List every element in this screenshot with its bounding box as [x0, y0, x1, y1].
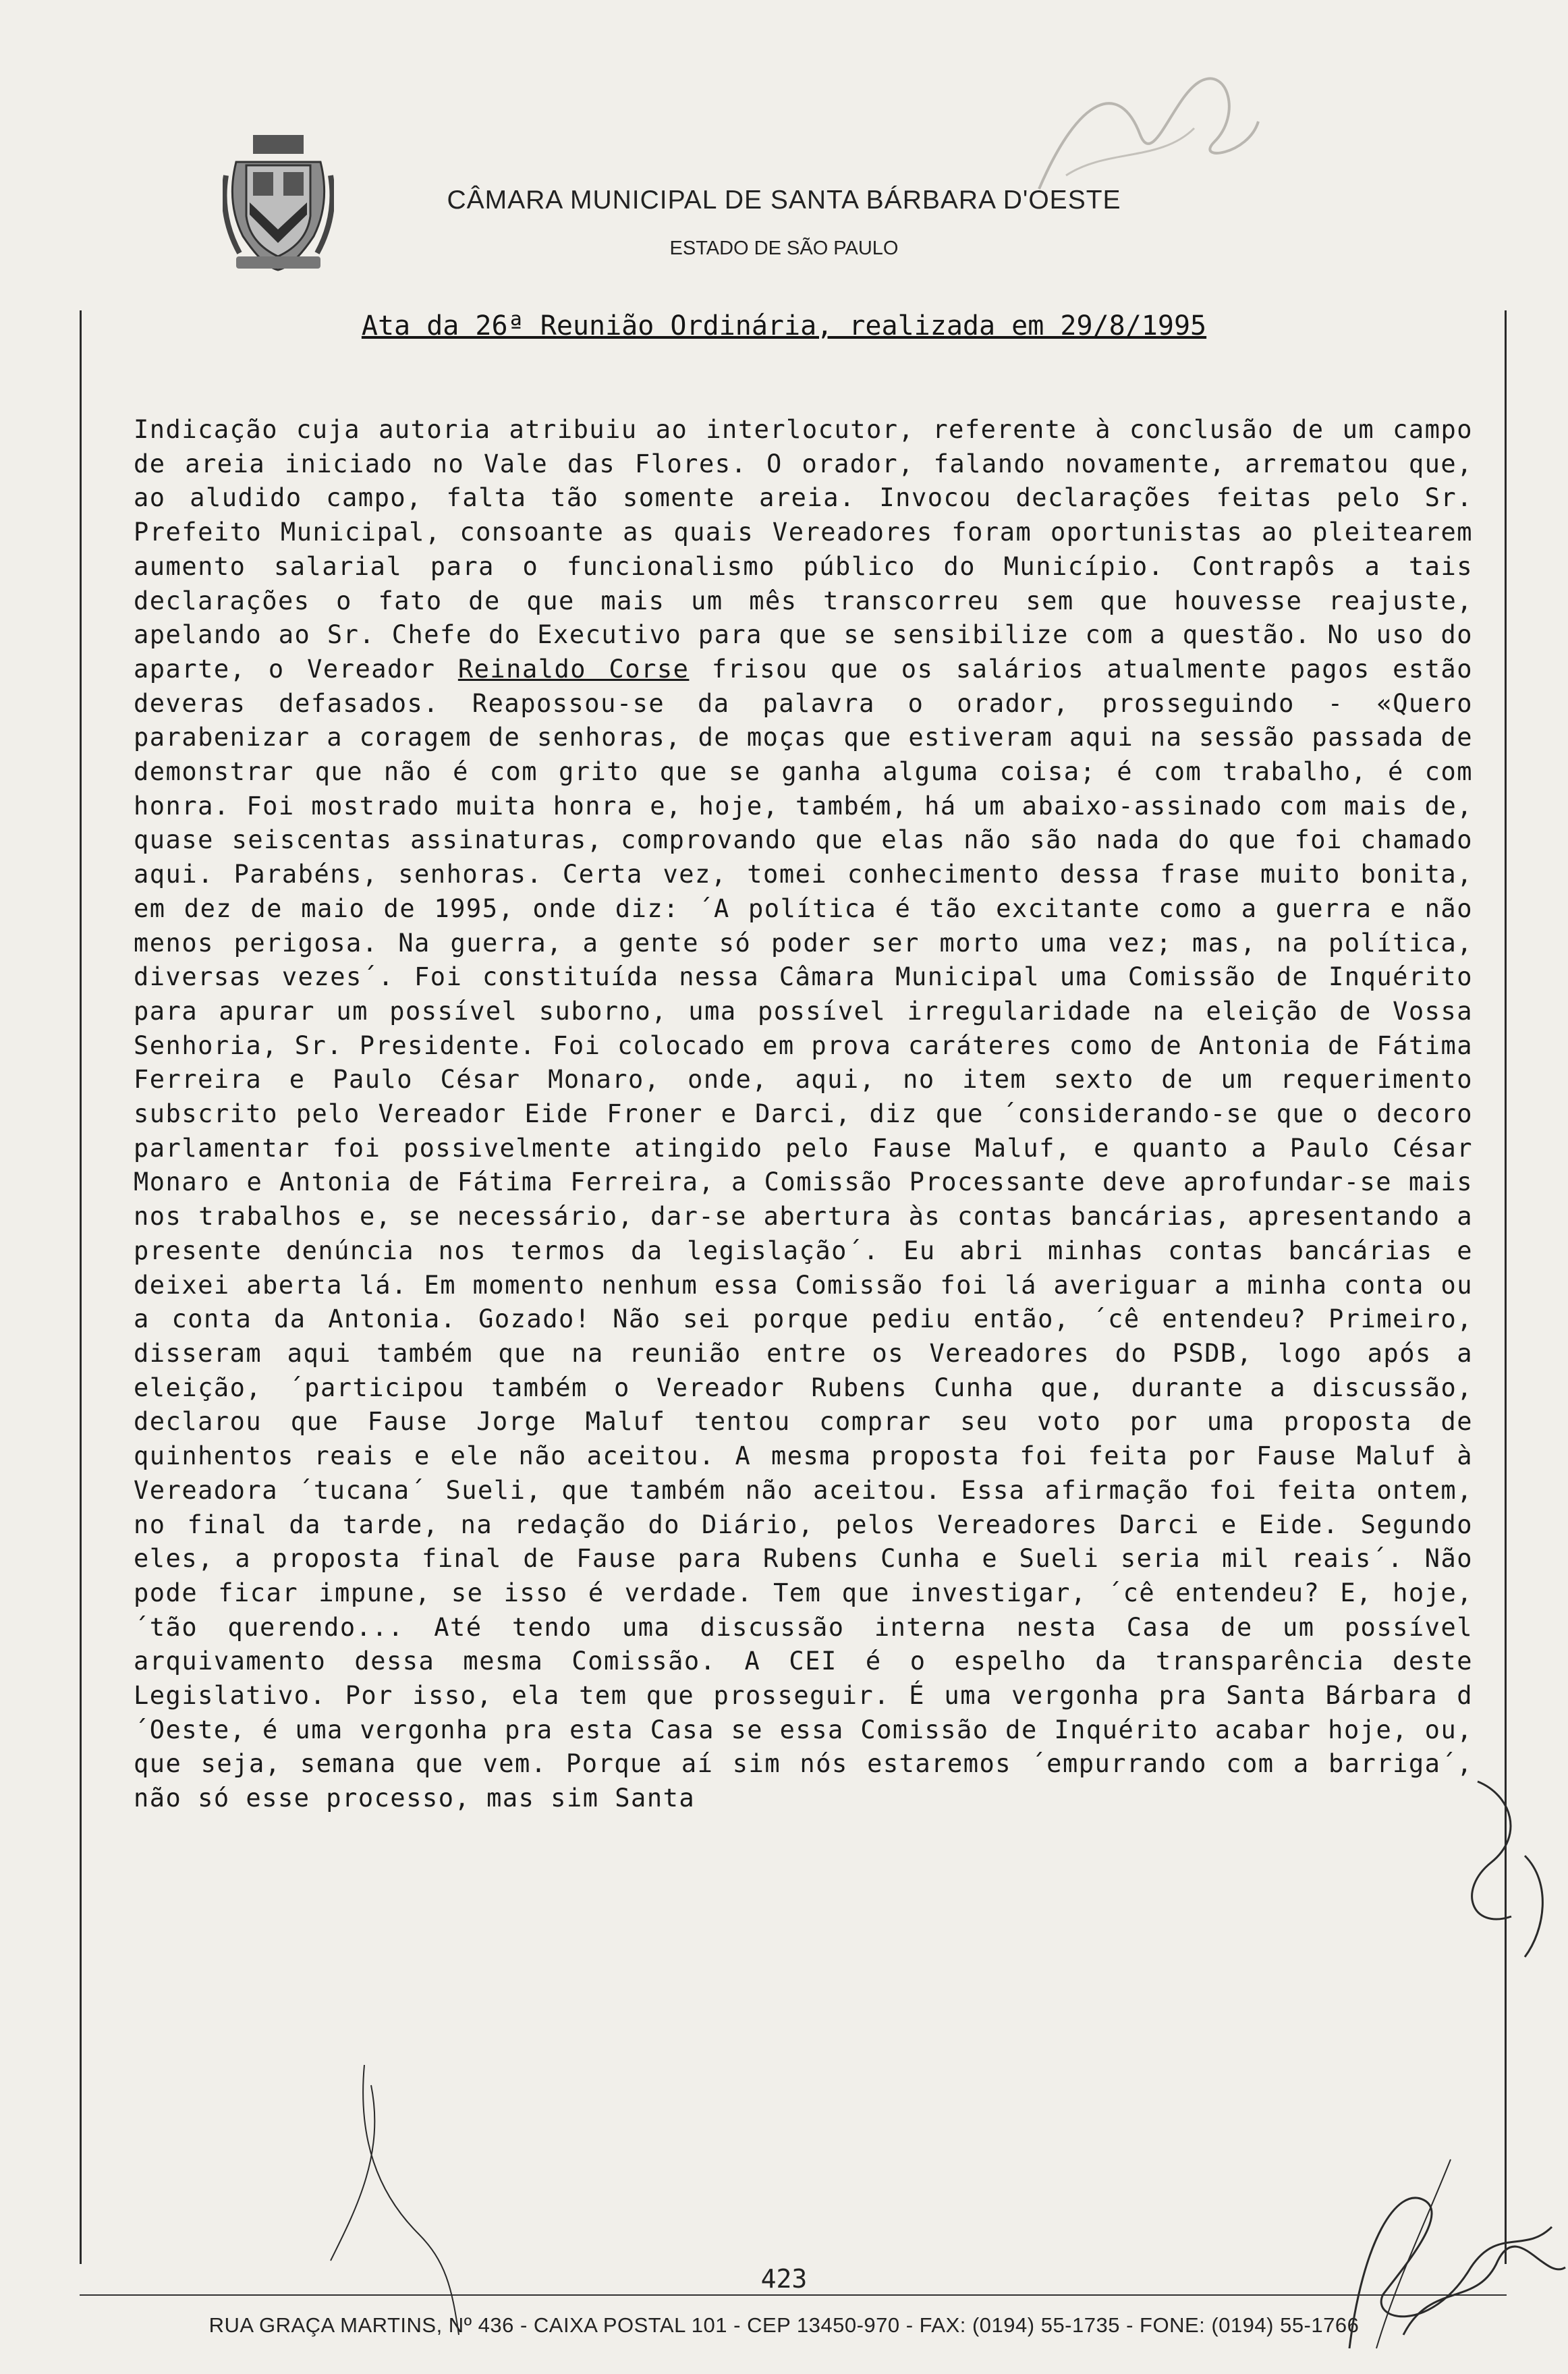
- left-margin-rule: [80, 310, 82, 2264]
- institution-name: CÂMARA MUNICIPAL DE SANTA BÁRBARA D'OESTE: [447, 186, 1121, 215]
- document-title: Ata da 26ª Reunião Ordinária, realizada em 29/8/1995: [361, 310, 1207, 341]
- signature-bottom-icon: [317, 2058, 472, 2342]
- signature-top-icon: [1026, 54, 1268, 216]
- body-text-part-2: frisou que os salários atualmente pagos estão deveras defasados. Reapossou-se da palavra o orador, prosseguindo - «Quero parabenizar a coragem de senhoras, de moças que estiveram aqui na sessão passada de demonstrar que não é com grito que se ganha alguma coisa; é com trabalho, é com honra. Foi mostrado muita honra e, hoje, também, há um abaixo-assinado com mais de, quase seiscentas assinaturas, comprovando que elas não são nada do que foi chamado aqui. Parabéns, senhoras. Certa vez, tomei conhecimento dessa frase muito bonita, em dez de maio de 1995, onde diz: ´A política é tão excitante como a guerra e não menos perigosa. Na guerra, a gente só poder ser morto uma vez; mas, na política, diversas vezes´. Foi constituída nessa Câmara Municipal uma Comissão de Inquérito para apurar um possível suborno, uma possível irregularidade na eleição de Vossa Senhoria, Sr. Presidente. Foi colocado em prova caráteres como de Antonia de Fátima Ferreira e Paulo César Monaro, onde, aqui, no item sexto de um requerimento subscrito pelo Vereador Eide Froner e Darci, diz que ´considerando-se que o decoro parlamentar foi possivelmente atingido pelo Fause Maluf, e quanto a Paulo César Monaro e Antonia de Fátima Ferreira, a Comissão Processante deve aprofundar-se mais nos trabalhos e, se necessário, dar-se abertura às contas bancárias, apresentando a presente denúncia nos termos da legislação´. Eu abri minhas contas bancárias e deixei aberta lá. Em momento nenhum essa Comissão foi lá averiguar a minha conta ou a conta da Antonia. Gozado! Não sei porque pediu então, ´cê entendeu? Primeiro, disseram aqui também que na reunião entre os Vereadores do PSDB, logo após a eleição, ´participou também o Vereador Rubens Cunha que, durante a discussão, declarou que Fause Jorge Maluf tentou comprar seu voto por uma proposta de quinhentos reais e ele não aceitou. A mesma proposta foi feita por Fause Maluf à Vereadora ´tucana´ Sueli, que também não aceitou. Essa afirmação foi feita ontem, no final da tarde, na redação do Diário, pelos Vereadores Darci e Eide. Segundo eles, a proposta final de Fause para Rubens Cunha e Sueli seria mil reais´. Não pode ficar impune, se isso é verdade. Tem que investigar, ´cê entendeu? E, hoje, ´tão querendo... Até tendo uma discussão interna nesta Casa de um possível arquivamento dessa mesma Comissão. A CEI é o espelho da transparência deste Legislativo. Por isso, ela tem que prosseguir. É uma vergonha pra Santa Bárbara d´Oeste, é uma vergonha pra esta Casa se essa Comissão de Inquérito acabar hoje, ou, que seja, semana que vem. Porque aí sim nós estaremos ´empurrando com a barriga´, não só esse processo, mas sim Santa: [134, 654, 1473, 1813]
- minutes-body-text: [134, 413, 1473, 1816]
- body-text-part-1: Indicação cuja autoria atribuiu ao interlocutor, referente à conclusão de um campo de areia iniciado no Vale das Flores. O orador, falando novamente, arrematou que, ao aludido campo, falta tão somente areia. Invocou declarações feitas pelo Sr. Prefeito Municipal, consoante as quais Vereadores foram oportunistas ao pleitearem aumento salarial para o funcionalismo público do Município. Contrapôs a tais declarações o fato de que mais um mês transcorreu sem que houvesse reajuste, apelando ao Sr. Chefe do Executivo para que se sensibilize com a questão. No uso do aparte, o Vereador: [134, 415, 1473, 684]
- page-number: 423: [760, 2264, 808, 2294]
- footer-divider: [80, 2294, 1507, 2296]
- state-name: ESTADO DE SÃO PAULO: [669, 238, 899, 259]
- signature-right-icon: [1322, 1755, 1568, 2362]
- underlined-name: Reinaldo Corse: [457, 654, 690, 684]
- footer-address: RUA GRAÇA MARTINS, Nº 436 - CAIXA POSTAL 101 - CEP 13450-970 - FAX: (0194) 55-1735 - FONE: (0194) 55-1766: [208, 2313, 1360, 2337]
